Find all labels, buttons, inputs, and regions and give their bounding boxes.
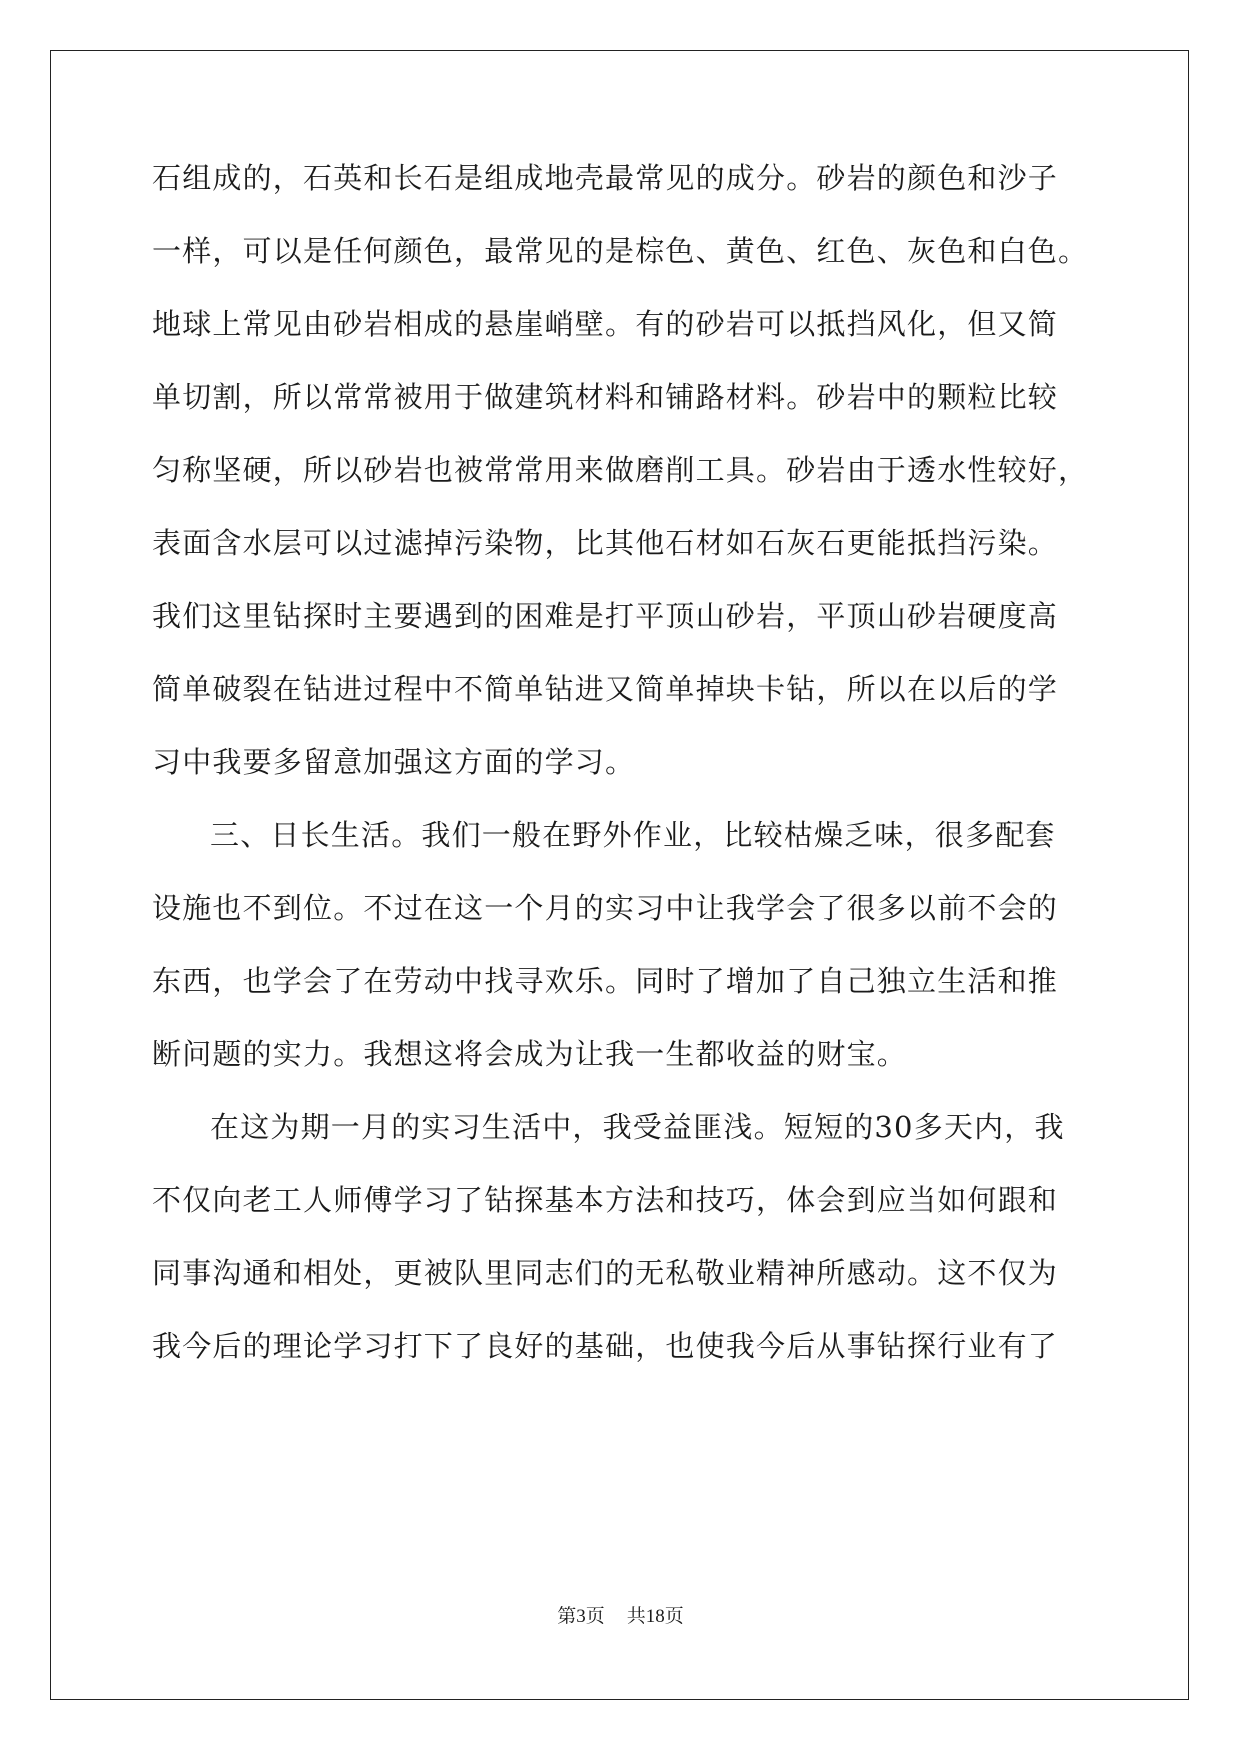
page-footer: [0, 1605, 1241, 1629]
page-number: 第3页: [557, 1606, 605, 1627]
text-line: 单切割，所以常常被用于做建筑材料和铺路材料。砂岩中的颗粒比较: [152, 380, 1059, 414]
text-line: 一样，可以是任何颜色，最常见的是棕色、黄色、红色、灰色和白色。: [152, 234, 1089, 268]
text-line: 地球上常见由砂岩相成的悬崖峭壁。有的砂岩可以抵挡风化，但又简: [152, 307, 1059, 341]
paragraph-start-line: 在这为期一月的实习生活中，我受益匪浅。短短的30多天内，我: [210, 1110, 1065, 1144]
text-line: 不仅向老工人师傅学习了钻探基本方法和技巧，体会到应当如何跟和: [152, 1183, 1059, 1217]
text-line: 石组成的，石英和长石是组成地壳最常见的成分。砂岩的颜色和沙子: [152, 161, 1059, 195]
text-line: 东西，也学会了在劳动中找寻欢乐。同时了增加了自己独立生活和推: [152, 964, 1059, 998]
text-line: 简单破裂在钻进过程中不简单钻进又简单掉块卡钻，所以在以后的学: [152, 672, 1059, 706]
text-line: 表面含水层可以过滤掉污染物，比其他石材如石灰石更能抵挡污染。: [152, 526, 1059, 560]
page-frame: [50, 50, 1189, 1700]
text-line: 断问题的实力。我想这将会成为让我一生都收益的财宝。: [152, 1037, 908, 1071]
text-line: 我今后的理论学习打下了良好的基础，也使我今后从事钻探行业有了: [152, 1329, 1059, 1363]
text-line: 我们这里钻探时主要遇到的困难是打平顶山砂岩，平顶山砂岩硬度高: [152, 599, 1059, 633]
text-line: 设施也不到位。不过在这一个月的实习中让我学会了很多以前不会的: [152, 891, 1059, 925]
text-line: 习中我要多留意加强这方面的学习。: [152, 745, 636, 779]
page-total: 共18页: [626, 1606, 684, 1627]
paragraph-start-line: 三、日长生活。我们一般在野外作业，比较枯燥乏味，很多配套: [210, 818, 1056, 852]
text-line: 匀称坚硬，所以砂岩也被常常用来做磨削工具。砂岩由于透水性较好，: [152, 453, 1089, 487]
text-line: 同事沟通和相处，更被队里同志们的无私敬业精神所感动。这不仅为: [152, 1256, 1059, 1290]
